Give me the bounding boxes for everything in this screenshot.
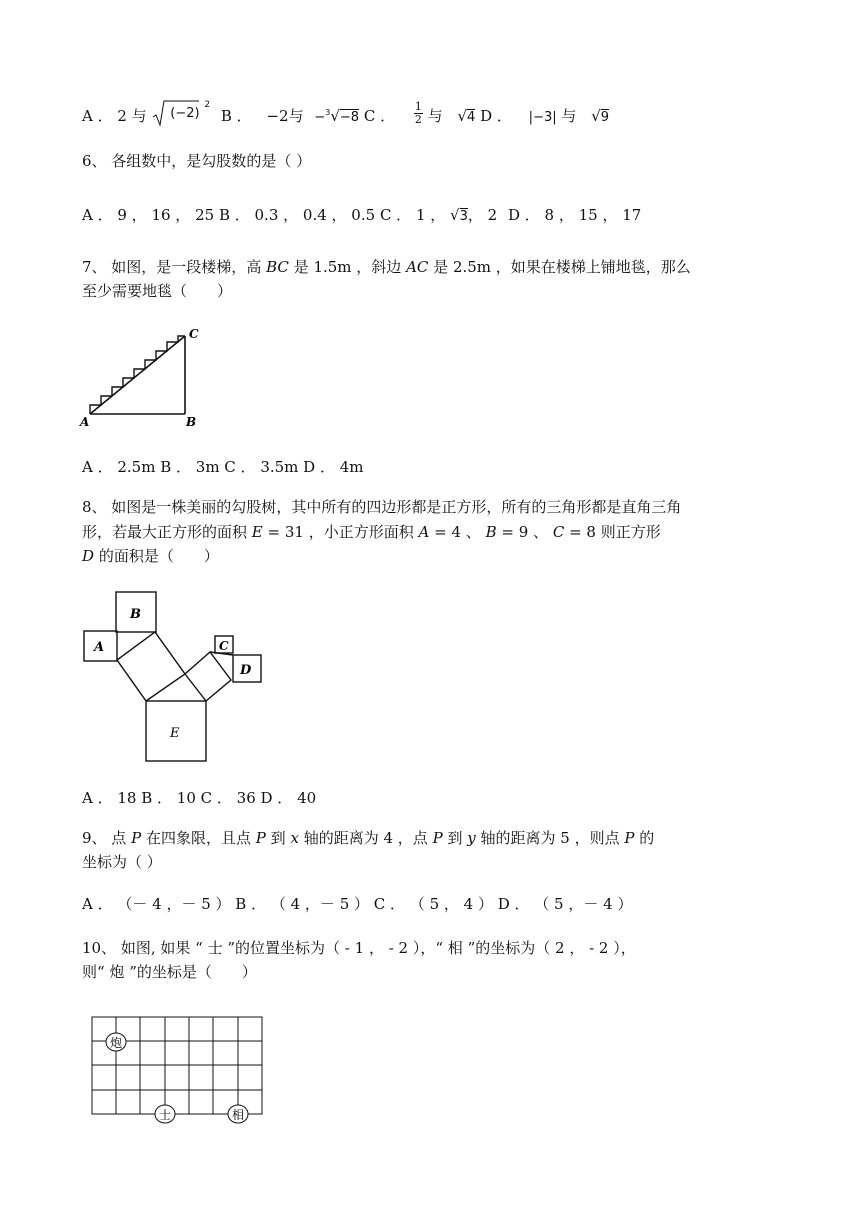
q10-chessboard-figure (90, 1012, 270, 1128)
q6-c-radicand: 3 (459, 209, 468, 224)
q8-var-e: E (251, 523, 263, 541)
q9-stem-part: 到 (447, 829, 463, 847)
q5-option-a: A ． 2 与 (82, 107, 147, 125)
q8-stem-part: = 4 、 (434, 523, 481, 541)
q6-option-c-post: ， 2 (467, 206, 498, 224)
q5-b-radicand: −8 (339, 110, 360, 125)
q8-label-e: E (170, 726, 180, 741)
q9-stem-part: 轴的距离为 5 ，则点 (480, 829, 620, 847)
q5-d-radicand: 9 (600, 110, 610, 125)
q5-d-radical-icon: √ (591, 107, 601, 125)
q6-stem: 6、 各组数中，是勾股数的是（ ） (82, 152, 312, 170)
q7-staircase-figure (80, 322, 210, 432)
q8-label-a: A (94, 640, 105, 655)
q8-stem-line2 (82, 521, 661, 543)
q9-var-y: y (467, 829, 476, 847)
q5-c-with: 与 (427, 107, 443, 125)
q7-ac: AC (406, 258, 429, 276)
q5-option-c-label: C ． (363, 107, 396, 125)
q5-option-d-label: D ． (480, 107, 512, 125)
q9-options: A ． （－ 4 ，－ 5 ） B ． （ 4 ，－ 5 ） C ． （ 5 ， 4 ） D ． （ 5 ，－ 4 ） (82, 895, 633, 913)
q9-stem-part: 9、 点 (82, 829, 127, 847)
q5-b-radical-icon: √ (330, 107, 340, 125)
q10-stem-line2: 则“ 炮 ”的坐标是（ ） (82, 963, 257, 981)
q8-stem-part: = 31 ，小正方形面积 (267, 523, 414, 541)
q5-c-numerator: 1 (414, 99, 422, 113)
q5-option-b-label: B ． (220, 107, 252, 125)
q10-piece-shi-label: 士 (158, 1108, 172, 1122)
q8-label-d: D (240, 663, 252, 678)
q9-var-p: P (624, 829, 635, 847)
q8-stem-line3 (82, 545, 219, 567)
q9-var-p: P (131, 829, 142, 847)
q5-b-prefix: − (314, 110, 326, 125)
q8-stem-part: = 8 则正方形 (569, 523, 661, 541)
q5-a-radicand: (−2) (170, 106, 200, 121)
q9-var-p: P (432, 829, 443, 847)
q5-c-fraction (414, 101, 423, 126)
q9-stem-line1 (82, 827, 654, 849)
q6-options (82, 204, 641, 228)
q5-d-abs: |−3| (528, 110, 557, 125)
q8-stem-part: 的面积是（ ） (98, 547, 219, 565)
q5-d-with: 与 (561, 107, 577, 125)
q5-d-abs-value: −3 (533, 110, 553, 125)
q8-stem-part: 形，若最大正方形的面积 (82, 523, 248, 541)
q10-stem-line1: 10、 如图, 如果 “ 士 ”的位置坐标为（ - 1 ， - 2 ），“ 相 ”的坐标为（ 2 ， - 2 ）， (82, 939, 636, 957)
q8-square-right (185, 652, 231, 701)
q5-option-b-value: −2与 (266, 107, 304, 125)
q7-bc: BC (266, 258, 289, 276)
q8-label-b: B (130, 607, 141, 622)
q8-label-c: C (219, 639, 229, 653)
q8-var-b: B (485, 523, 497, 541)
q8-var-d: D (82, 547, 95, 565)
q7-label-a: A (80, 415, 90, 429)
q6-option-c: C ． 1 ， (379, 206, 446, 224)
q9-stem-part: 的 (639, 829, 655, 847)
q5-c-radical-icon: √ (457, 107, 468, 125)
q9-var-p: P (255, 829, 266, 847)
q6-option-b: B ． 0.3 ， 0.4 ， 0.5 (218, 206, 376, 224)
q5-a-exponent: 2 (204, 100, 211, 110)
q9-var-x: x (290, 829, 299, 847)
q6-c-radical-icon: √ (450, 206, 460, 224)
q7-stem-line2: 至少需要地毯（ ） (82, 282, 233, 300)
q5-b-index: 3 (325, 108, 331, 117)
q5-c-radicand: 4 (467, 110, 476, 125)
q5-options (82, 99, 610, 131)
q7-stem-line1 (82, 256, 691, 278)
q7-stem-part: 是 1.5m ，斜边 (293, 258, 402, 276)
q7-label-b: B (186, 415, 197, 429)
q8-options: A ． 18 B ． 10 C ． 36 D ． 40 (82, 789, 317, 807)
q5-c-denominator: 2 (414, 112, 422, 126)
q8-stem-line1: 8、 如图是一株美丽的勾股树，其中所有的四边形都是正方形，所有的三角形都是直角三角 (82, 498, 682, 516)
q9-stem-part: 轴的距离为 4 ，点 (303, 829, 428, 847)
q10-piece-pao-label: 炮 (109, 1036, 123, 1050)
q9-stem-part: 到 (270, 829, 286, 847)
q8-pythagoras-tree-figure (80, 588, 270, 764)
q7-label-c: C (189, 327, 199, 341)
q8-var-a: A (418, 523, 430, 541)
q8-var-c: C (552, 523, 565, 541)
q8-square-left (117, 632, 185, 701)
q7-hypotenuse (90, 336, 185, 414)
q8-stem-part: = 9 、 (501, 523, 549, 541)
q6-option-d: D ． 8 ， 15 ， 17 (507, 206, 642, 224)
q7-options: A ． 2.5m B ． 3m C ． 3.5m D ． 4m (82, 458, 364, 476)
q9-stem-part: 在四象限，且点 (145, 829, 251, 847)
q10-piece-xiang-label: 相 (231, 1108, 245, 1122)
q7-stem-part: 是 2.5m ，如果在楼梯上铺地毯，那么 (433, 258, 691, 276)
q6-option-a: A ． 9 ， 16 ， 25 (82, 206, 215, 224)
q7-stem-part: 7、 如图，是一段楼梯，高 (82, 258, 262, 276)
q9-stem-line2: 坐标为（ ） (82, 853, 162, 871)
